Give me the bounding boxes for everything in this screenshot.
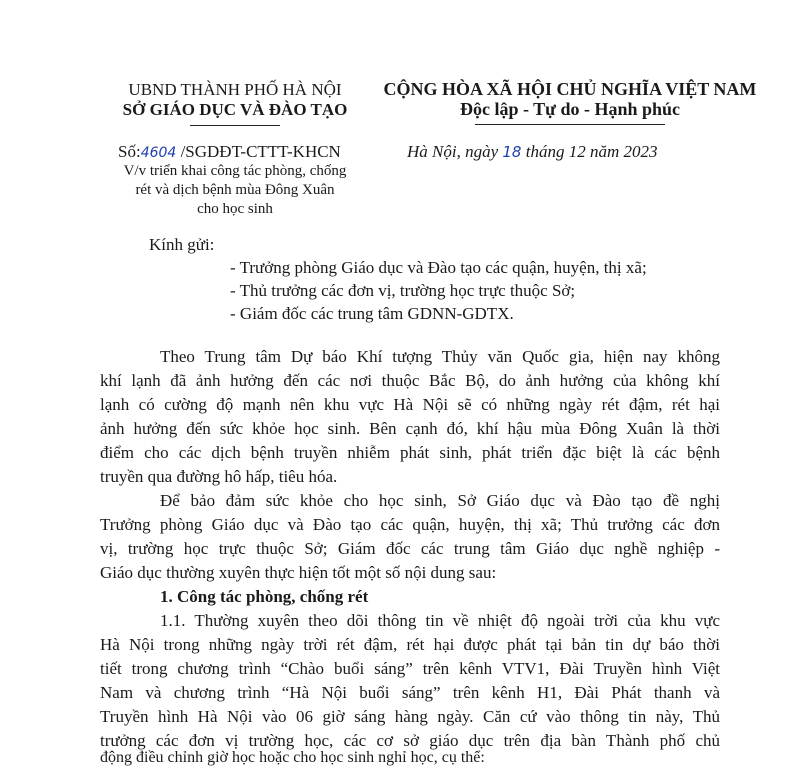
paragraph-line: động điều chỉnh giờ học hoặc cho học sinh nghỉ học, cụ thể: xyxy=(100,749,485,766)
paragraph-line: điểm cho các dịch bệnh truyền nhiễm phát sinh, phát triển đặc biệt là các bệnh xyxy=(100,443,720,462)
paragraph-line: Trưởng phòng Giáo dục và Đào tạo các quận, huyện, thị xã; Thủ trưởng các đơn xyxy=(100,515,720,534)
date-prefix: Hà Nội, ngày xyxy=(407,142,499,161)
recipient-item: - Trưởng phòng Giáo dục và Đào tạo các quận, huyện, thị xã; xyxy=(230,258,647,277)
doc-number-handwritten: 4604 xyxy=(140,145,177,161)
paragraph-line: 1.1. Thường xuyên theo dõi thông tin về nhiệt độ ngoài trời của khu vực xyxy=(160,611,720,630)
document-date xyxy=(407,142,657,162)
paragraph-line: ảnh hưởng đến sức khỏe học sinh. Bên cạnh đó, khí hậu mùa Đông Xuân là thời xyxy=(100,419,720,438)
date-day-handwritten: 18 xyxy=(502,143,522,161)
paragraph-line: vị, trường học trực thuộc Sở; Giám đốc các trung tâm Giáo dục nghề nghiệp - xyxy=(100,539,720,558)
document-number xyxy=(118,142,341,162)
subject-line: cho học sinh xyxy=(197,201,273,217)
paragraph-line: Truyền hình Hà Nội vào 06 giờ sáng hàng ngày. Căn cứ vào thông tin này, Thủ xyxy=(100,707,720,726)
section-1-title: 1. Công tác phòng, chống rét xyxy=(160,587,369,606)
document-subject xyxy=(100,162,370,219)
agency-name: SỞ GIÁO DỤC VÀ ĐÀO TẠO xyxy=(122,100,348,119)
subject-line: rét và dịch bệnh mùa Đông Xuân xyxy=(135,182,335,198)
agency-underline xyxy=(190,125,280,126)
doc-number-suffix: /SGDĐT-CTTT-KHCN xyxy=(180,142,341,161)
paragraph-line: tiết trong chương trình “Chào buổi sáng” trên kênh VTV1, Đài Truyền hình Việt xyxy=(100,659,720,678)
motto: Độc lập - Tự do - Hạnh phúc xyxy=(459,99,681,119)
paragraph-line: Theo Trung tâm Dự báo Khí tượng Thủy văn Quốc gia, hiện nay không xyxy=(160,347,720,366)
paragraph-line: khí lạnh đã ảnh hưởng đến các nơi thuộc Bắc Bộ, do ảnh hưởng của không khí xyxy=(100,371,720,390)
paragraph-line: trưởng các đơn vị trường học, các cơ sở giáo dục trên địa bàn Thành phố chủ xyxy=(100,731,720,750)
paragraph-line: Giáo dục thường xuyên thực hiện tốt một số nội dung sau: xyxy=(100,563,497,582)
recipient-item: - Thủ trưởng các đơn vị, trường học trực thuộc Sở; xyxy=(230,281,576,300)
motto-underline xyxy=(475,124,665,125)
paragraph-line: truyền qua đường hô hấp, tiêu hóa. xyxy=(100,467,338,486)
date-suffix: tháng 12 năm 2023 xyxy=(525,142,658,161)
recipient-item: - Giám đốc các trung tâm GDNN-GDTX. xyxy=(230,304,514,323)
subject-line: V/v triển khai công tác phòng, chống xyxy=(123,163,347,179)
doc-number-prefix: Số: xyxy=(118,142,141,161)
paragraph-line: Nam và chương trình “Hà Nội buổi sáng” trên kênh H1, Đài Phát thanh và xyxy=(100,683,720,702)
country-name: CỘNG HÒA XÃ HỘI CHỦ NGHĨA VIỆT NAM xyxy=(383,79,757,99)
paragraph-line: Hà Nội trong những ngày trời rét đậm, rét hại được phát tại bản tin dự báo thời xyxy=(100,635,720,654)
paragraph-line: Để bảo đảm sức khỏe cho học sinh, Sở Giáo dục và Đào tạo đề nghị xyxy=(160,491,720,510)
recipients-greeting: Kính gửi: xyxy=(149,235,215,254)
paragraph-line: lạnh có cường độ mạnh nên khu vực Hà Nội sẽ có những ngày rét đậm, rét hại xyxy=(100,395,720,414)
agency-parent: UBND THÀNH PHỐ HÀ NỘI xyxy=(128,80,342,99)
